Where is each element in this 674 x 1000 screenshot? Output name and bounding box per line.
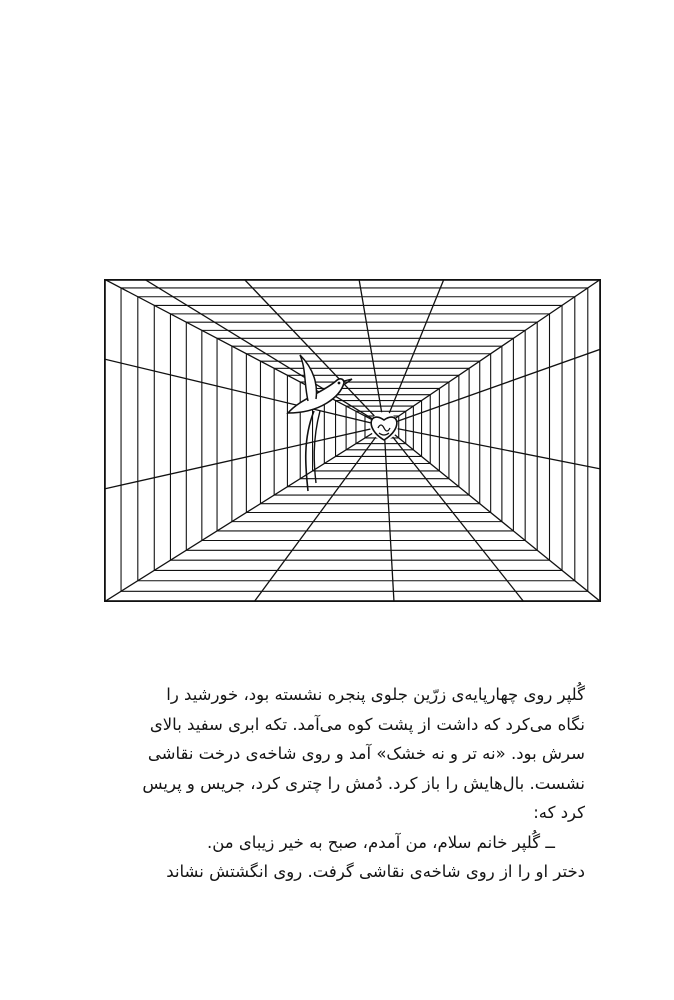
web-spoke <box>384 279 444 426</box>
story-dialogue-line: ــ گُلپر خانم سلام، من آمدم، صبح به خیر زیبای من. <box>206 832 555 852</box>
spider-web-illustration <box>104 279 601 602</box>
web-spoke <box>144 279 384 426</box>
web-spoke <box>384 426 601 469</box>
spider-web-drawing <box>104 279 601 602</box>
web-spoke <box>104 426 384 489</box>
story-line: نگاه می‌کرد که داشت از پشت کوه می‌آمد. تکه ابری سفید بالای <box>149 714 585 734</box>
web-spoke <box>104 359 384 426</box>
story-line: دختر او را از روی شاخه‌ی نقاشی گرفت. روی انگشتش نشاند <box>166 862 585 881</box>
web-spoke <box>384 349 601 426</box>
bird-eye <box>338 382 341 385</box>
web-spoke <box>384 426 394 602</box>
web-spoke <box>104 279 384 426</box>
bird-wing <box>300 355 316 401</box>
story-line: کرد که: <box>533 803 585 822</box>
web-spoke <box>384 426 524 602</box>
story-line: گُلپر روی چهارپایه‌ی زرّین جلوی پنجره نشسته بود، خورشید را <box>166 685 585 704</box>
story-line: نشست. بال‌هایش را باز کرد. دُمش را چتری کرد، جریس و پریس <box>142 773 585 793</box>
bird-tail-feather <box>314 411 320 483</box>
story-line: سرش بود. «نه تر و نه خشک» آمد و روی شاخه‌ی درخت نقاشی <box>147 744 585 763</box>
web-spoke <box>384 279 601 426</box>
story-text <box>88 680 585 887</box>
web-spoke <box>104 426 384 602</box>
web-spoke <box>254 426 384 602</box>
web-spoke <box>384 426 601 602</box>
web-frame <box>105 280 600 601</box>
